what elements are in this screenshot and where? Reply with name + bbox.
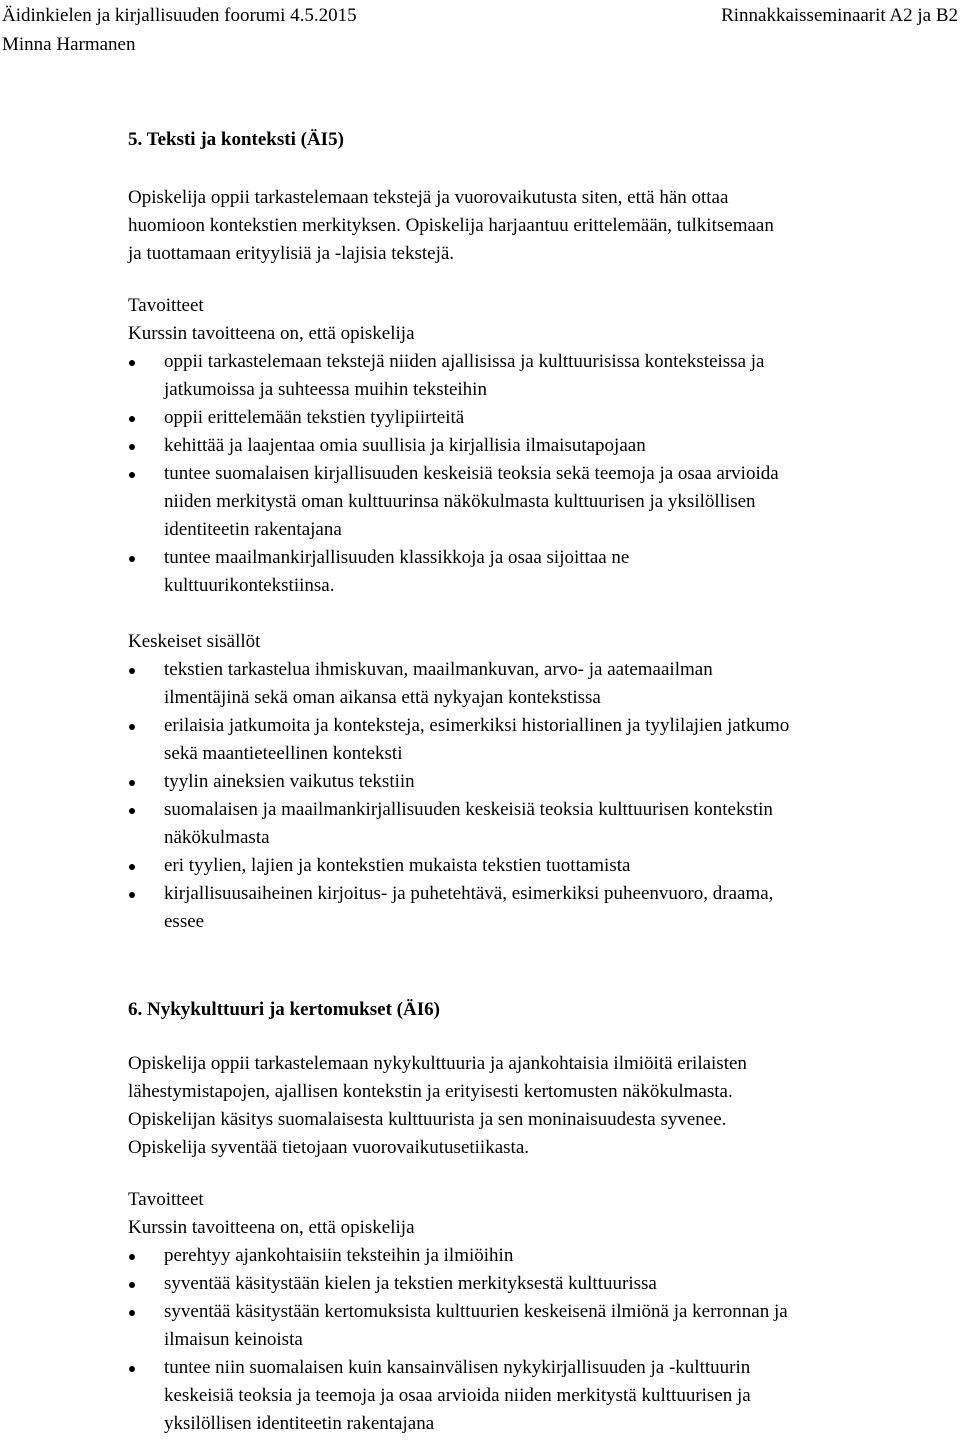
course6-goals-heading <box>128 1186 948 1242</box>
bullet-text-line: jatkumoissa ja suhteessa muihin teksteihin <box>164 379 487 400</box>
bullet-text-line: tyylin aineksien vaikutus tekstiin <box>164 771 415 792</box>
paragraph-line: Opiskelija syventää tietojaan vuorovaikutusetiikasta. <box>128 1137 530 1158</box>
page-header <box>0 2 960 60</box>
bullet-item <box>128 544 948 600</box>
bullet-item <box>128 1270 948 1298</box>
bullet-text-line: essee <box>164 911 205 932</box>
header-author: Minna Harmanen <box>2 34 136 55</box>
course5-intro <box>128 184 948 268</box>
bullet-text-line: tuntee suomalaisen kirjallisuuden keskeisiä teoksia sekä teemoja ja osaa arvioida <box>164 463 779 484</box>
bullet-item <box>128 656 948 712</box>
bullet-icon <box>129 472 135 478</box>
bullet-icon <box>129 808 135 814</box>
bullet-item <box>128 768 948 796</box>
bullet-text-line: tuntee maailmankirjallisuuden klassikkoja ja osaa sijoittaa ne <box>164 547 630 568</box>
bullet-text-line: sekä maantieteellinen konteksti <box>164 743 403 764</box>
course5-contents-list <box>128 656 948 936</box>
bullet-text-line: erilaisia jatkumoita ja konteksteja, esimerkiksi historiallinen ja tyylilajien jatkumo <box>164 715 790 736</box>
goals-lead: Kurssin tavoitteena on, että opiskelija <box>128 1217 415 1238</box>
bullet-icon <box>129 416 135 422</box>
bullet-text-line: perehtyy ajankohtaisiin teksteihin ja ilmiöihin <box>164 1245 514 1266</box>
bullet-text-line: syventää käsitystään kertomuksista kulttuurien keskeisenä ilmiönä ja kerronnan ja <box>164 1301 788 1322</box>
bullet-icon <box>129 360 135 366</box>
course6-goals-list <box>128 1242 948 1438</box>
goals-lead: Kurssin tavoitteena on, että opiskelija <box>128 323 415 344</box>
course5-title: 5. Teksti ja konteksti (ÄI5) <box>128 129 344 150</box>
paragraph-line: Opiskelija oppii tarkastelemaan tekstejä ja vuorovaikutusta siten, että hän ottaa <box>128 187 729 208</box>
bullet-text-line: identiteetin rakentajana <box>164 519 342 540</box>
bullet-text-line: syventää käsitystään kielen ja tekstien merkityksestä kulttuurissa <box>164 1273 657 1294</box>
bullet-icon <box>129 556 135 562</box>
paragraph-line: Opiskelija oppii tarkastelemaan nykykulttuuria ja ajankohtaisia ilmiöitä erilaisten <box>128 1053 747 1074</box>
bullet-item <box>128 712 948 768</box>
bullet-text-line: suomalaisen ja maailmankirjallisuuden keskeisiä teoksia kulttuurisen kontekstin <box>164 799 773 820</box>
course5-goals-heading <box>128 292 948 348</box>
bullet-item <box>128 432 948 460</box>
contents-heading: Keskeiset sisällöt <box>128 631 261 652</box>
course5-contents-heading <box>128 628 948 656</box>
bullet-text-line: ilmentäjinä sekä oman aikansa että nykyajan kontekstissa <box>164 687 601 708</box>
paragraph-line: ja tuottamaan erityylisiä ja -lajisia tekstejä. <box>128 243 455 264</box>
bullet-item <box>128 1354 948 1438</box>
bullet-text-line: kehittää ja laajentaa omia suullisia ja kirjallisia ilmaisutapojaan <box>164 435 646 456</box>
bullet-item <box>128 880 948 936</box>
course6-title: 6. Nykykulttuuri ja kertomukset (ÄI6) <box>128 999 440 1020</box>
paragraph-line: Opiskelijan käsitys suomalaisesta kulttuurista ja sen moninaisuudesta syvenee. <box>128 1109 727 1130</box>
bullet-icon <box>129 724 135 730</box>
bullet-text-line: niiden merkitystä oman kulttuurinsa näkökulmasta kulttuurisen ja yksilöllisen <box>164 491 756 512</box>
bullet-text-line: kulttuurikontekstiinsa. <box>164 575 335 596</box>
bullet-icon <box>129 668 135 674</box>
goals-heading: Tavoitteet <box>128 1189 204 1210</box>
bullet-icon <box>129 892 135 898</box>
bullet-text-line: näkökulmasta <box>164 827 270 848</box>
bullet-icon <box>129 864 135 870</box>
bullet-icon <box>129 780 135 786</box>
paragraph-line: huomioon kontekstien merkityksen. Opiskelija harjaantuu erittelemään, tulkitsemaan <box>128 215 774 236</box>
bullet-item <box>128 460 948 544</box>
bullet-text-line: ilmaisun keinoista <box>164 1329 303 1350</box>
bullet-text-line: tuntee niin suomalaisen kuin kansainvälisen nykykirjallisuuden ja -kulttuurin <box>164 1357 751 1378</box>
bullet-icon <box>129 1282 135 1288</box>
goals-heading: Tavoitteet <box>128 295 204 316</box>
bullet-item <box>128 404 948 432</box>
course5-goals-list <box>128 348 948 600</box>
course6-intro <box>128 1050 948 1162</box>
bullet-text-line: keskeisiä teoksia ja teemoja ja osaa arvioida niiden merkitystä kulttuurisen ja <box>164 1385 751 1406</box>
bullet-text-line: tekstien tarkastelua ihmiskuvan, maailmankuvan, arvo- ja aatemaailman <box>164 659 713 680</box>
bullet-icon <box>129 1310 135 1316</box>
bullet-text-line: oppii erittelemään tekstien tyylipiirteitä <box>164 407 465 428</box>
paragraph-line: lähestymistapojen, ajallisen kontekstin ja erityisesti kertomusten näkökulmasta. <box>128 1081 733 1102</box>
bullet-text-line: yksilöllisen identiteetin rakentajana <box>164 1413 435 1434</box>
bullet-icon <box>129 444 135 450</box>
bullet-text-line: eri tyylien, lajien ja kontekstien mukaista tekstien tuottamista <box>164 855 631 876</box>
bullet-icon <box>129 1254 135 1260</box>
bullet-item <box>128 1298 948 1354</box>
bullet-icon <box>129 1366 135 1372</box>
bullet-item <box>128 852 948 880</box>
bullet-item <box>128 796 948 852</box>
bullet-text-line: oppii tarkastelemaan tekstejä niiden ajallisissa ja kulttuurisissa konteksteissa ja <box>164 351 765 372</box>
bullet-text-line: kirjallisuusaiheinen kirjoitus- ja puhetehtävä, esimerkiksi puheenvuoro, draama, <box>164 883 774 904</box>
bullet-item <box>128 348 948 404</box>
header-forum-title: Äidinkielen ja kirjallisuuden foorumi 4.5.2015 <box>2 5 357 26</box>
bullet-item <box>128 1242 948 1270</box>
header-seminar-title: Rinnakkaisseminaarit A2 ja B2 <box>721 5 958 26</box>
